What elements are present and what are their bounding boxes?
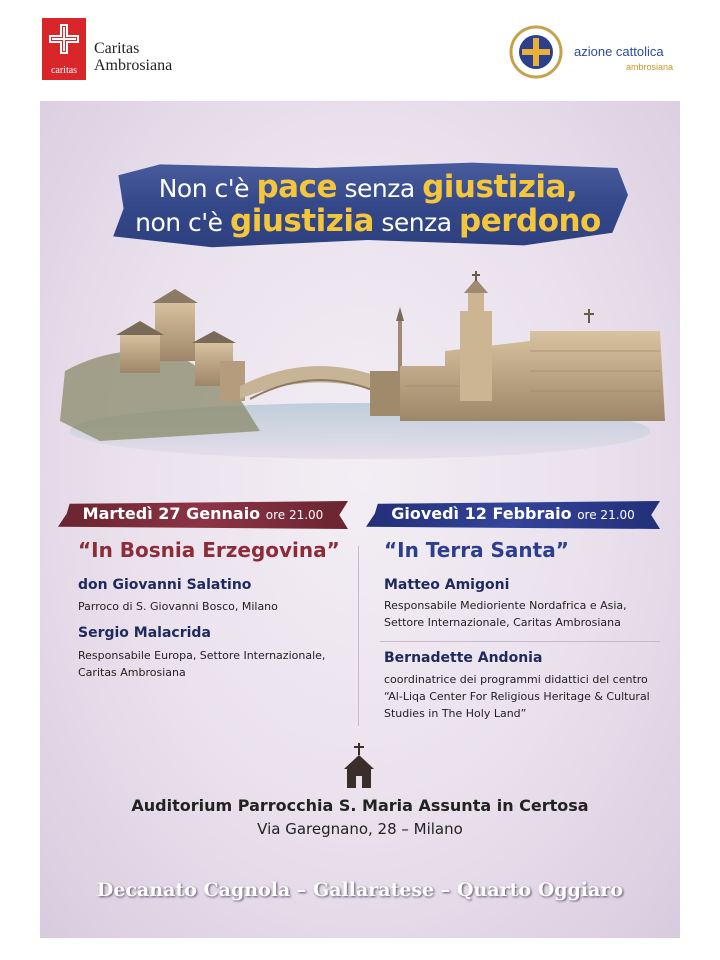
right-date-text xyxy=(366,504,660,523)
role-line: coordinatrice dei programmi didattici del centro xyxy=(384,673,648,686)
role-line: Caritas Ambrosiana xyxy=(78,666,186,679)
venue-name: Auditorium Parrocchia S. Maria Assunta in Certosa xyxy=(131,796,589,815)
title-text: senza xyxy=(381,208,452,237)
right-speaker-2-name: Bernadette Andonia xyxy=(384,650,543,666)
role-line: “Al-Liqa Center For Religious Heritage & Cultural xyxy=(384,690,650,703)
cross-icon xyxy=(49,24,79,54)
left-date-text xyxy=(58,504,348,523)
left-date-banner xyxy=(58,501,348,529)
right-time: ore 21.00 xyxy=(577,508,635,522)
caritas-cross-mark xyxy=(42,18,86,80)
azione-cattolica-name: azione cattolica xyxy=(574,44,664,59)
azione-cattolica-logo xyxy=(508,22,688,84)
deanery-footer: Decanato Cagnola – Gallaratese – Quarto Oggiaro xyxy=(96,879,624,901)
left-speaker-1-role: Parroco di S. Giovanni Bosco, Milano xyxy=(78,600,278,613)
right-date: Giovedì 12 Febbraio xyxy=(391,504,572,523)
column-divider xyxy=(358,546,359,726)
left-event-title: “In Bosnia Erzegovina” xyxy=(78,538,340,562)
left-time: ore 21.00 xyxy=(265,508,324,522)
right-date-banner xyxy=(366,501,660,529)
left-date: Martedì 27 Gennaio xyxy=(82,504,261,523)
venue-address: Via Garegnano, 28 – Milano xyxy=(257,820,463,838)
caritas-mark-label: caritas xyxy=(50,65,78,76)
title-highlight-perdono: perdono xyxy=(459,203,601,239)
caritas-name-line2: Ambrosiana xyxy=(94,57,173,74)
role-line: Responsabile Europa, Settore Internazionale, xyxy=(78,649,326,662)
right-speaker-2-role xyxy=(384,671,664,722)
church-icon xyxy=(343,743,375,789)
title-text: Non c'è xyxy=(158,174,250,203)
role-line: Settore Internazionale, Caritas Ambrosiana xyxy=(384,616,621,629)
title-line-2 xyxy=(108,203,628,239)
event-poster xyxy=(40,101,680,938)
title-text: senza xyxy=(344,174,415,203)
role-line: Responsabile Medioriente Nordafrica e Asia, xyxy=(384,599,627,612)
right-event-title: “In Terra Santa” xyxy=(384,538,569,562)
speaker-divider xyxy=(380,641,660,642)
title-highlight-giustizia: giustizia xyxy=(230,203,374,239)
title-banner xyxy=(108,159,628,249)
azione-cattolica-sub: ambrosiana xyxy=(626,62,674,72)
left-speaker-2-name: Sergio Malacrida xyxy=(78,625,211,641)
title-highlight-giustizia: giustizia, xyxy=(422,169,578,205)
left-speaker-2-role xyxy=(78,647,348,681)
bridge-and-city-illustration xyxy=(60,271,670,471)
caritas-ambrosiana-logo xyxy=(42,18,192,80)
caritas-name xyxy=(94,40,172,74)
right-speaker-1-role xyxy=(384,597,664,631)
caritas-name-line1: Caritas xyxy=(94,40,140,57)
role-line: Studies in The Holy Land” xyxy=(384,707,527,720)
right-speaker-1-name: Matteo Amigoni xyxy=(384,577,510,593)
title-line-1 xyxy=(108,169,628,205)
left-speaker-1-name: don Giovanni Salatino xyxy=(78,577,252,593)
title-highlight-pace: pace xyxy=(256,169,337,205)
azione-cattolica-emblem-icon xyxy=(508,24,564,80)
title-text: non c'è xyxy=(135,208,223,237)
